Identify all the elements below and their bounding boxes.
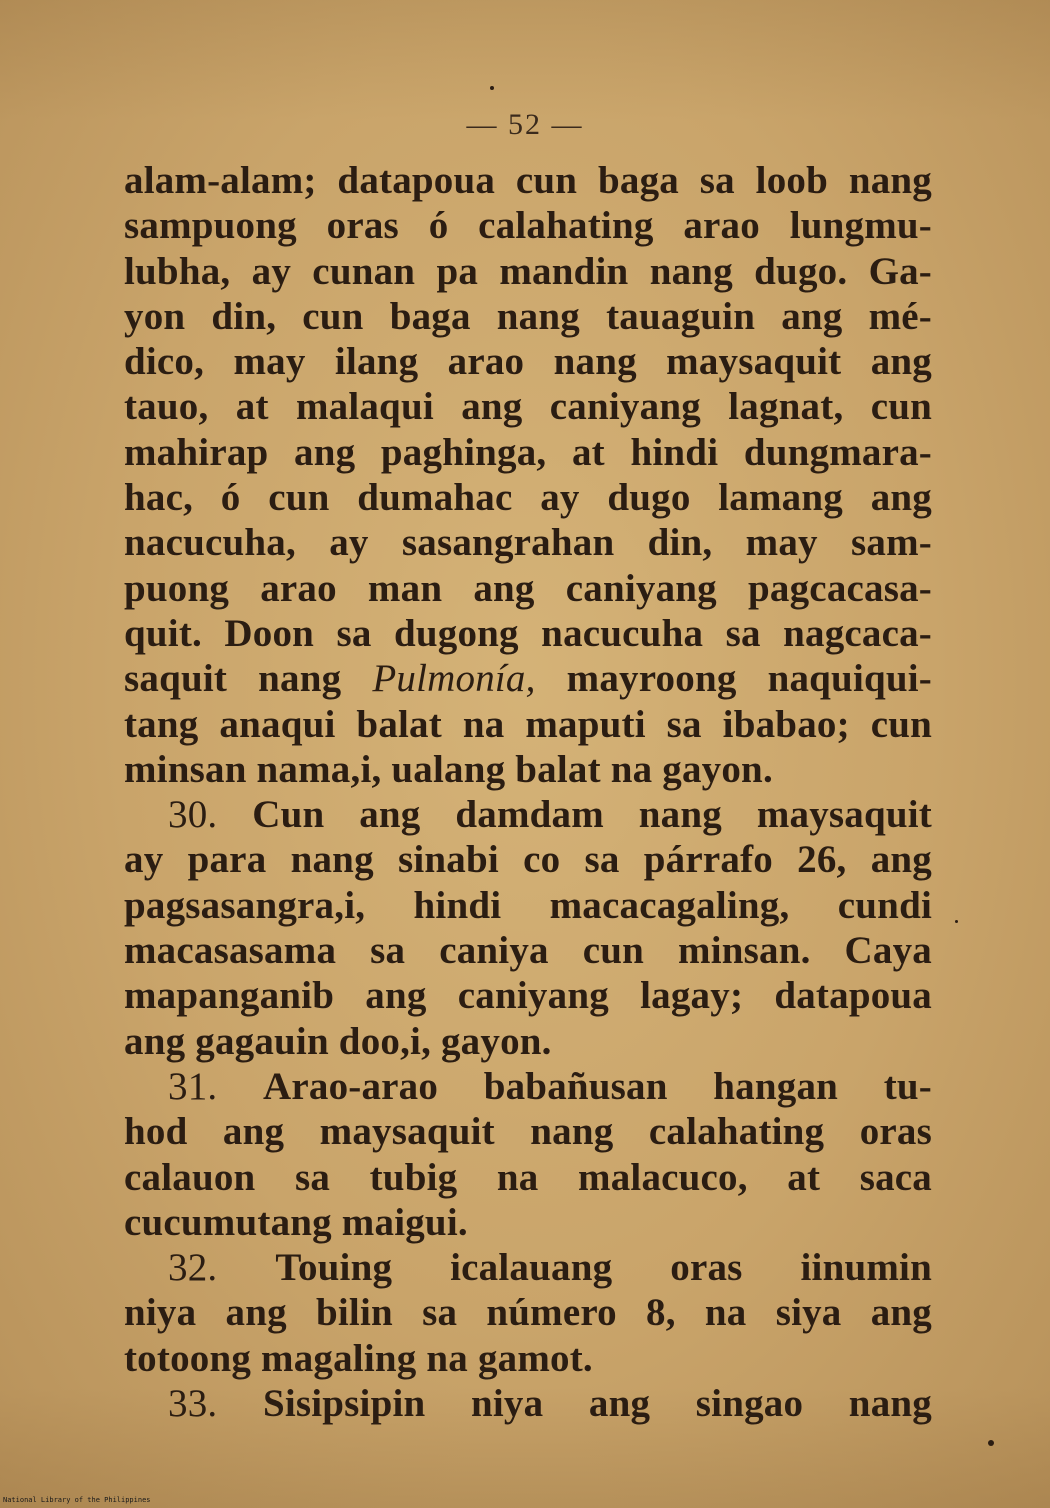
line-text: Cun ang damdam nang maysaquit <box>252 793 932 837</box>
text-line <box>124 747 932 792</box>
line-text: alam-alam; datapoua cun baga sa loob nang <box>124 159 932 202</box>
line-text: puong arao man ang caniyang pagcacasa- <box>124 566 932 610</box>
text-line <box>124 1155 932 1200</box>
text-line <box>124 1336 932 1381</box>
text-line <box>124 702 932 747</box>
line-text: tang anaqui balat na maputi sa ibabao; cun <box>124 702 932 746</box>
line-text: dico, may ilang arao nang maysaquit ang <box>124 340 932 384</box>
line-text: mahirap ang paghinga, at hindi dungmara- <box>124 430 932 474</box>
text-line <box>124 566 932 611</box>
paragraph-number: 33. <box>168 1382 263 1426</box>
text-line <box>124 430 932 475</box>
paragraph-number: 30. <box>168 793 253 837</box>
text-line <box>124 1245 932 1290</box>
ink-speck <box>988 1440 994 1446</box>
text-line <box>124 1290 932 1335</box>
line-text: nacucuha, ay sasangrahan din, may sam- <box>124 521 932 565</box>
line-text: sampuong oras ó calahating arao lungmu- <box>124 204 932 248</box>
text-line <box>124 611 932 656</box>
line-text: macasasama sa caniya cun minsan. Caya <box>124 929 932 973</box>
library-credit: National Library of the Philippines <box>3 1496 151 1504</box>
line-text: lubha, ay cunan pa mandin nang dugo. Ga- <box>124 249 932 293</box>
text-line <box>124 249 932 294</box>
page-number: — 52 — <box>466 108 584 141</box>
line-text: minsan nama,i, ualang balat na gayon. <box>124 747 773 791</box>
text-line <box>124 792 932 837</box>
text-line <box>124 203 932 248</box>
ink-speck <box>490 86 494 90</box>
line-text: cucumutang maigui. <box>124 1200 468 1244</box>
text-line <box>124 1109 932 1154</box>
ink-speck <box>955 920 958 923</box>
line-text: mapanganib ang caniyang lagay; datapoua <box>124 974 932 1018</box>
text-line <box>124 837 932 882</box>
line-text: ay para nang sinabi co sa párrafo 26, ang <box>124 838 932 882</box>
text-line <box>124 384 932 429</box>
text-line <box>124 1064 932 1109</box>
text-line <box>124 1200 932 1245</box>
paragraph-number: 31. <box>168 1064 263 1108</box>
italic-term: Pulmonía, <box>372 657 536 701</box>
line-text: saquit nang <box>124 657 373 701</box>
text-line <box>124 520 932 565</box>
text-line <box>124 294 932 339</box>
text-line <box>124 973 932 1018</box>
line-text-continued: mayroong naquiqui- <box>535 657 932 701</box>
line-text: totoong magaling na gamot. <box>124 1336 593 1380</box>
line-text: niya ang bilin sa número 8, na siya ang <box>124 1291 932 1335</box>
text-line <box>124 158 932 203</box>
line-text: quit. Doon sa dugong nacucuha sa nagcaca- <box>124 611 932 655</box>
line-text: hod ang maysaquit nang calahating oras <box>124 1110 932 1154</box>
line-text: pagsasangra,i, hindi macacagaling, cundi <box>124 883 932 927</box>
line-text: Sisipsipin niya ang singao nang <box>262 1382 932 1426</box>
paragraph-number: 32. <box>168 1246 276 1290</box>
line-text: Touing icalauang oras iinumin <box>275 1246 932 1290</box>
text-line <box>124 339 932 384</box>
text-line <box>124 475 932 520</box>
body-text <box>124 158 932 1426</box>
text-line <box>124 1019 932 1064</box>
text-line <box>124 656 932 701</box>
line-text: calauon sa tubig na malacuco, at saca <box>124 1155 932 1199</box>
line-text: Arao-arao babañusan hangan tu- <box>263 1064 932 1108</box>
text-line <box>124 883 932 928</box>
line-text: yon din, cun baga nang tauaguin ang mé- <box>124 294 932 338</box>
text-line <box>124 1381 932 1426</box>
line-text: ang gagauin doo,i, gayon. <box>124 1019 552 1063</box>
text-line <box>124 928 932 973</box>
line-text: hac, ó cun dumahac ay dugo lamang ang <box>124 476 932 520</box>
line-text: tauo, at malaqui ang caniyang lagnat, cun <box>124 385 932 429</box>
